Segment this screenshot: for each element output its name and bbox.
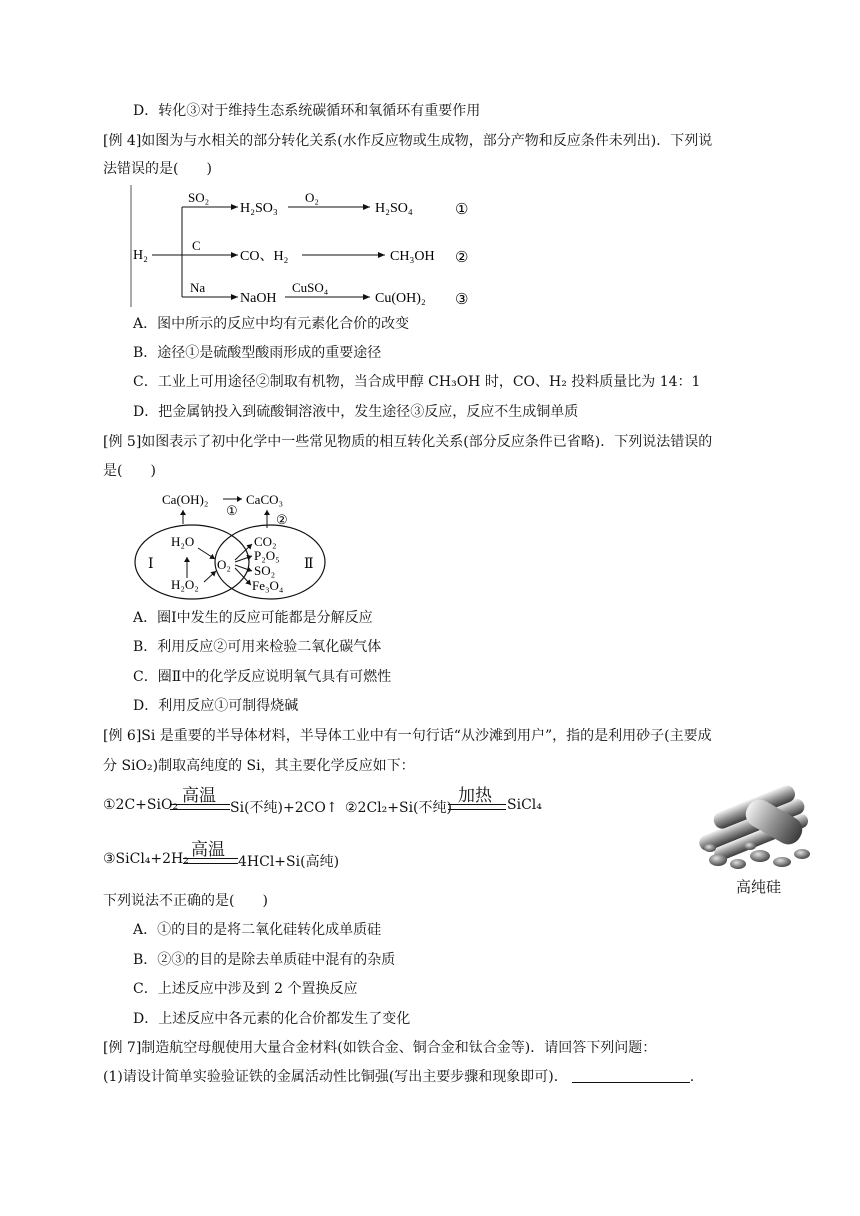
svg-text:Ca(OH)₂: Ca(OH)₂ [162,492,209,507]
example6-question: [例 6]Si 是重要的半导体材料，半导体工业中有一句行话“从沙滩到用户”，指的是利用砂子(主要成 [103,728,712,744]
svg-text:SO₂: SO₂ [254,563,276,578]
example7-subquestion-1-text: (1)请设计简单实验验证铁的金属活动性比铜强(写出主要步骤和现象即可)． [103,1069,568,1085]
svg-text:②: ② [276,512,288,527]
svg-text:①: ① [455,202,469,218]
svg-text:P₂O₅: P₂O₅ [254,548,280,563]
svg-text:SO₂: SO₂ [188,190,210,205]
example6-question-cont: 分 SiO₂)制取高纯度的 Si，其主要化学反应如下： [103,758,415,774]
svg-text:Fe₃O₄: Fe₃O₄ [252,578,284,593]
svg-text:O₂: O₂ [305,190,319,205]
example7-subquestion-1-end: . [689,1069,695,1085]
svg-text:CuSO₄: CuSO₄ [292,280,329,295]
svg-text:CO₂: CO₂ [254,534,277,549]
svg-text:②: ② [455,250,469,266]
example4-diagram [130,185,475,307]
example3-option-d: D．转化③对于维持生态系统碳循环和氧循环有重要作用 [133,103,481,119]
example6-option-d: D．上述反应中各元素的化合价都发生了变化 [133,1011,411,1027]
example4-option-b: B．途径①是硫酸型酸雨形成的重要途径 [133,345,382,361]
example4-question-cont: 法错误的是( ) [103,161,212,177]
example4-option-a: A．图中所示的反应中均有元素化合价的改变 [133,316,410,332]
svg-text:H₂O: H₂O [171,534,195,549]
equation-2-right: SiCl₄ [507,797,542,813]
diagram4-h2: H₂ [133,248,148,263]
equation-1-condition: 高温 [182,786,216,806]
example7-subquestion-1 [103,1066,694,1088]
equation-1-equals [170,804,230,810]
svg-text:H₂SO₃: H₂SO₃ [240,201,278,216]
svg-text:③: ③ [455,292,469,307]
example5-diagram [130,486,330,602]
svg-text:Cu(OH)₂: Cu(OH)₂ [375,291,426,306]
svg-text:C: C [192,238,201,253]
svg-text:Ⅰ: Ⅰ [148,557,154,572]
example5-question-cont: 是( ) [103,463,156,479]
silicon-caption: 高纯硅 [736,880,782,896]
equation-2-equals [448,804,506,810]
example5-question: [例 5]如图表示了初中化学中一些常见物质的相互转化关系(部分反应条件已省略)．下列说法错误的 [103,434,713,450]
svg-text:CaCO₃: CaCO₃ [246,492,284,507]
svg-text:CH₃OH: CH₃OH [390,249,435,264]
example6-option-b: B．②③的目的是除去单质硅中混有的杂质 [133,952,396,968]
example4-option-c: C．工业上可用途径②制取有机物，当合成甲醇 CH₃OH 时，CO、H₂ 投料质量比为 14：1 [133,374,701,390]
example6-option-c: C．上述反应中涉及到 2 个置换反应 [133,981,358,997]
example4-question: [例 4]如图为与水相关的部分转化关系(水作反应物或生成物，部分产物和反应条件未列出)．下列说 [103,133,713,149]
example4-option-d: D．把金属钠投入到硫酸铜溶液中，发生途径③反应，反应不生成铜单质 [133,404,579,420]
svg-text:Na: Na [190,280,206,295]
equation-3-condition: 高温 [191,840,225,860]
svg-text:O₂: O₂ [217,557,231,572]
equation-2-condition: 加热 [458,786,492,806]
example6-option-a: A．①的目的是将二氧化硅转化成单质硅 [133,922,382,938]
svg-text:CO、H₂: CO、H₂ [240,249,289,264]
equation-1-left: ①2C+SiO₂ [103,797,179,813]
svg-text:H₂SO₄: H₂SO₄ [375,201,413,216]
equation-2-left: ②2Cl₂+Si(不纯) [345,800,452,816]
svg-text:Ⅱ: Ⅱ [304,557,314,572]
svg-text:H₂O₂: H₂O₂ [171,577,199,592]
example7-question: [例 7]制造航空母舰使用大量合金材料(如铁合金、铜合金和钛合金等)．请回答下列问题： [103,1040,657,1056]
equation-3-equals [183,858,238,864]
silicon-photo [690,780,820,900]
svg-text:NaOH: NaOH [240,291,277,306]
equation-3-right: 4HCl+Si(高纯) [238,854,340,870]
equation-1-right: Si(不纯)+2CO↑ [230,800,338,816]
example5-option-b: B．利用反应②可用来检验二氧化碳气体 [133,639,382,655]
example6-ask: 下列说法不正确的是( ) [103,893,268,909]
example5-option-c: C．圈Ⅱ中的化学反应说明氧气具有可燃性 [133,669,392,685]
answer-blank [572,1068,690,1083]
equation-3-left: ③SiCl₄+2H₂ [103,851,189,867]
example5-option-a: A．圈Ⅰ中发生的反应可能都是分解反应 [133,610,373,626]
svg-text:①: ① [226,503,238,518]
example5-option-d: D．利用反应①可制得烧碱 [133,698,299,714]
